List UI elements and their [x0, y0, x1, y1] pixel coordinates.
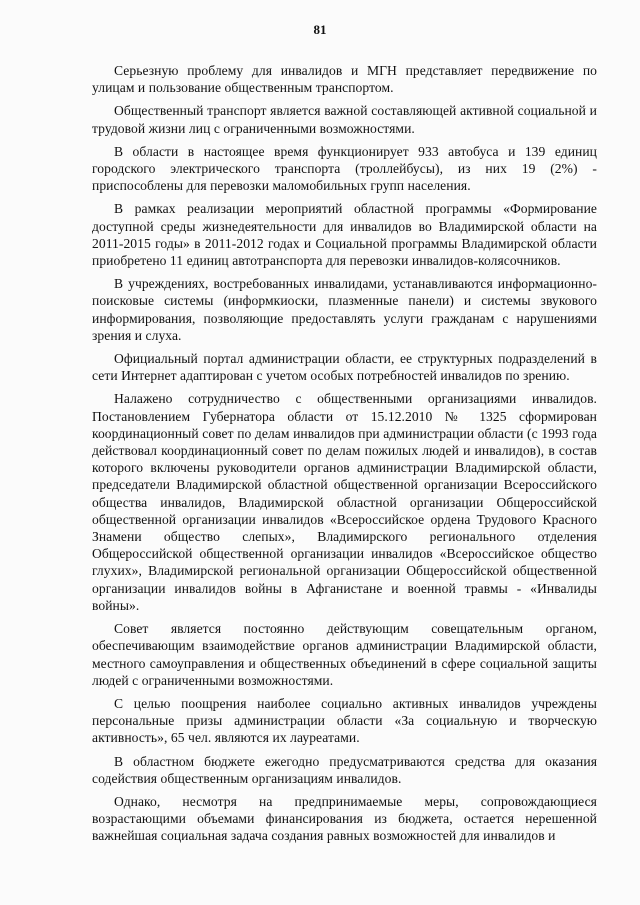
paragraph: Общественный транспорт является важной составляющей активной социальной и трудовой жизни лиц с ограниченными возможностями.	[92, 103, 597, 136]
paragraph: Серьезную проблему для инвалидов и МГН представляет передвижение по улицам и пользование общественным транспортом.	[92, 63, 597, 96]
paragraph: В областном бюджете ежегодно предусматриваются средства для оказания содействия общественным организациям инвалидов.	[92, 753, 597, 786]
paragraph: В рамках реализации мероприятий областной программы «Формирование доступной среды жизнедеятельности для инвалидов во Владимирской области на 2011-2015 годы» в 2011-2012 годах и Социальной программы Владимирской области приобретено 11 единиц автотранспорта для перевозки инвалидов-колясочников.	[92, 201, 597, 269]
paragraph: Налажено сотрудничество с общественными организациями инвалидов. Постановлением Губернатора области от 15.12.2010 № 1325 сформирован координационный совет по делам инвалидов при администрации области (с 1993 года действовал координационный совет по делам пожилых людей и инвалидов), в состав которого включены руководители органов администрации Владимирской области, председатели Владимирской областной общественной организации Всероссийского общества инвалидов, Владимирской областной организации Общероссийской общественной организации инвалидов «Всероссийское ордена Трудового Красного Знамени общество слепых», Владимирского регионального отделения Общероссийской общественной организации инвалидов «Всероссийское общество глухих», Владимирской региональной организации Общероссийской общественной организации инвалидов войны в Афганистане и военной травмы - «Инвалиды войны».	[92, 391, 597, 613]
document-body	[92, 62, 597, 845]
paragraph: Официальный портал администрации области, ее структурных подразделений в сети Интернет адаптирован с учетом особых потребностей инвалидов по зрению.	[92, 351, 597, 384]
paragraph: Однако, несмотря на предпринимаемые меры, сопровождающиеся возрастающими объемами финансирования из бюджета, остается нерешенной важнейшая социальная задача создания равных возможностей для инвалидов и	[92, 793, 597, 844]
paragraph: В учреждениях, востребованных инвалидами, устанавливаются информационно-поисковые системы (информкиоски, плазменные панели) и системы звукового информирования, позволяющие предоставлять услуги гражданам с нарушениями зрения и слуха.	[92, 276, 597, 343]
page-number: 81	[313, 22, 327, 37]
paragraph: С целью поощрения наиболее социально активных инвалидов учреждены персональные призы администрации области «За социальную и творческую активность», 65 чел. являются их лауреатами.	[92, 695, 597, 746]
paragraph: Совет является постоянно действующим совещательным органом, обеспечивающим взаимодействие органов администрации Владимирской области, местного самоуправления и общественных объединений в сфере социальной защиты людей с ограниченными возможностями.	[92, 621, 597, 688]
paragraph: В области в настоящее время функционирует 933 автобуса и 139 единиц городского электрического транспорта (троллейбусы), из них 19 (2%) - приспособлены для перевозки маломобильных групп населения.	[92, 143, 597, 194]
